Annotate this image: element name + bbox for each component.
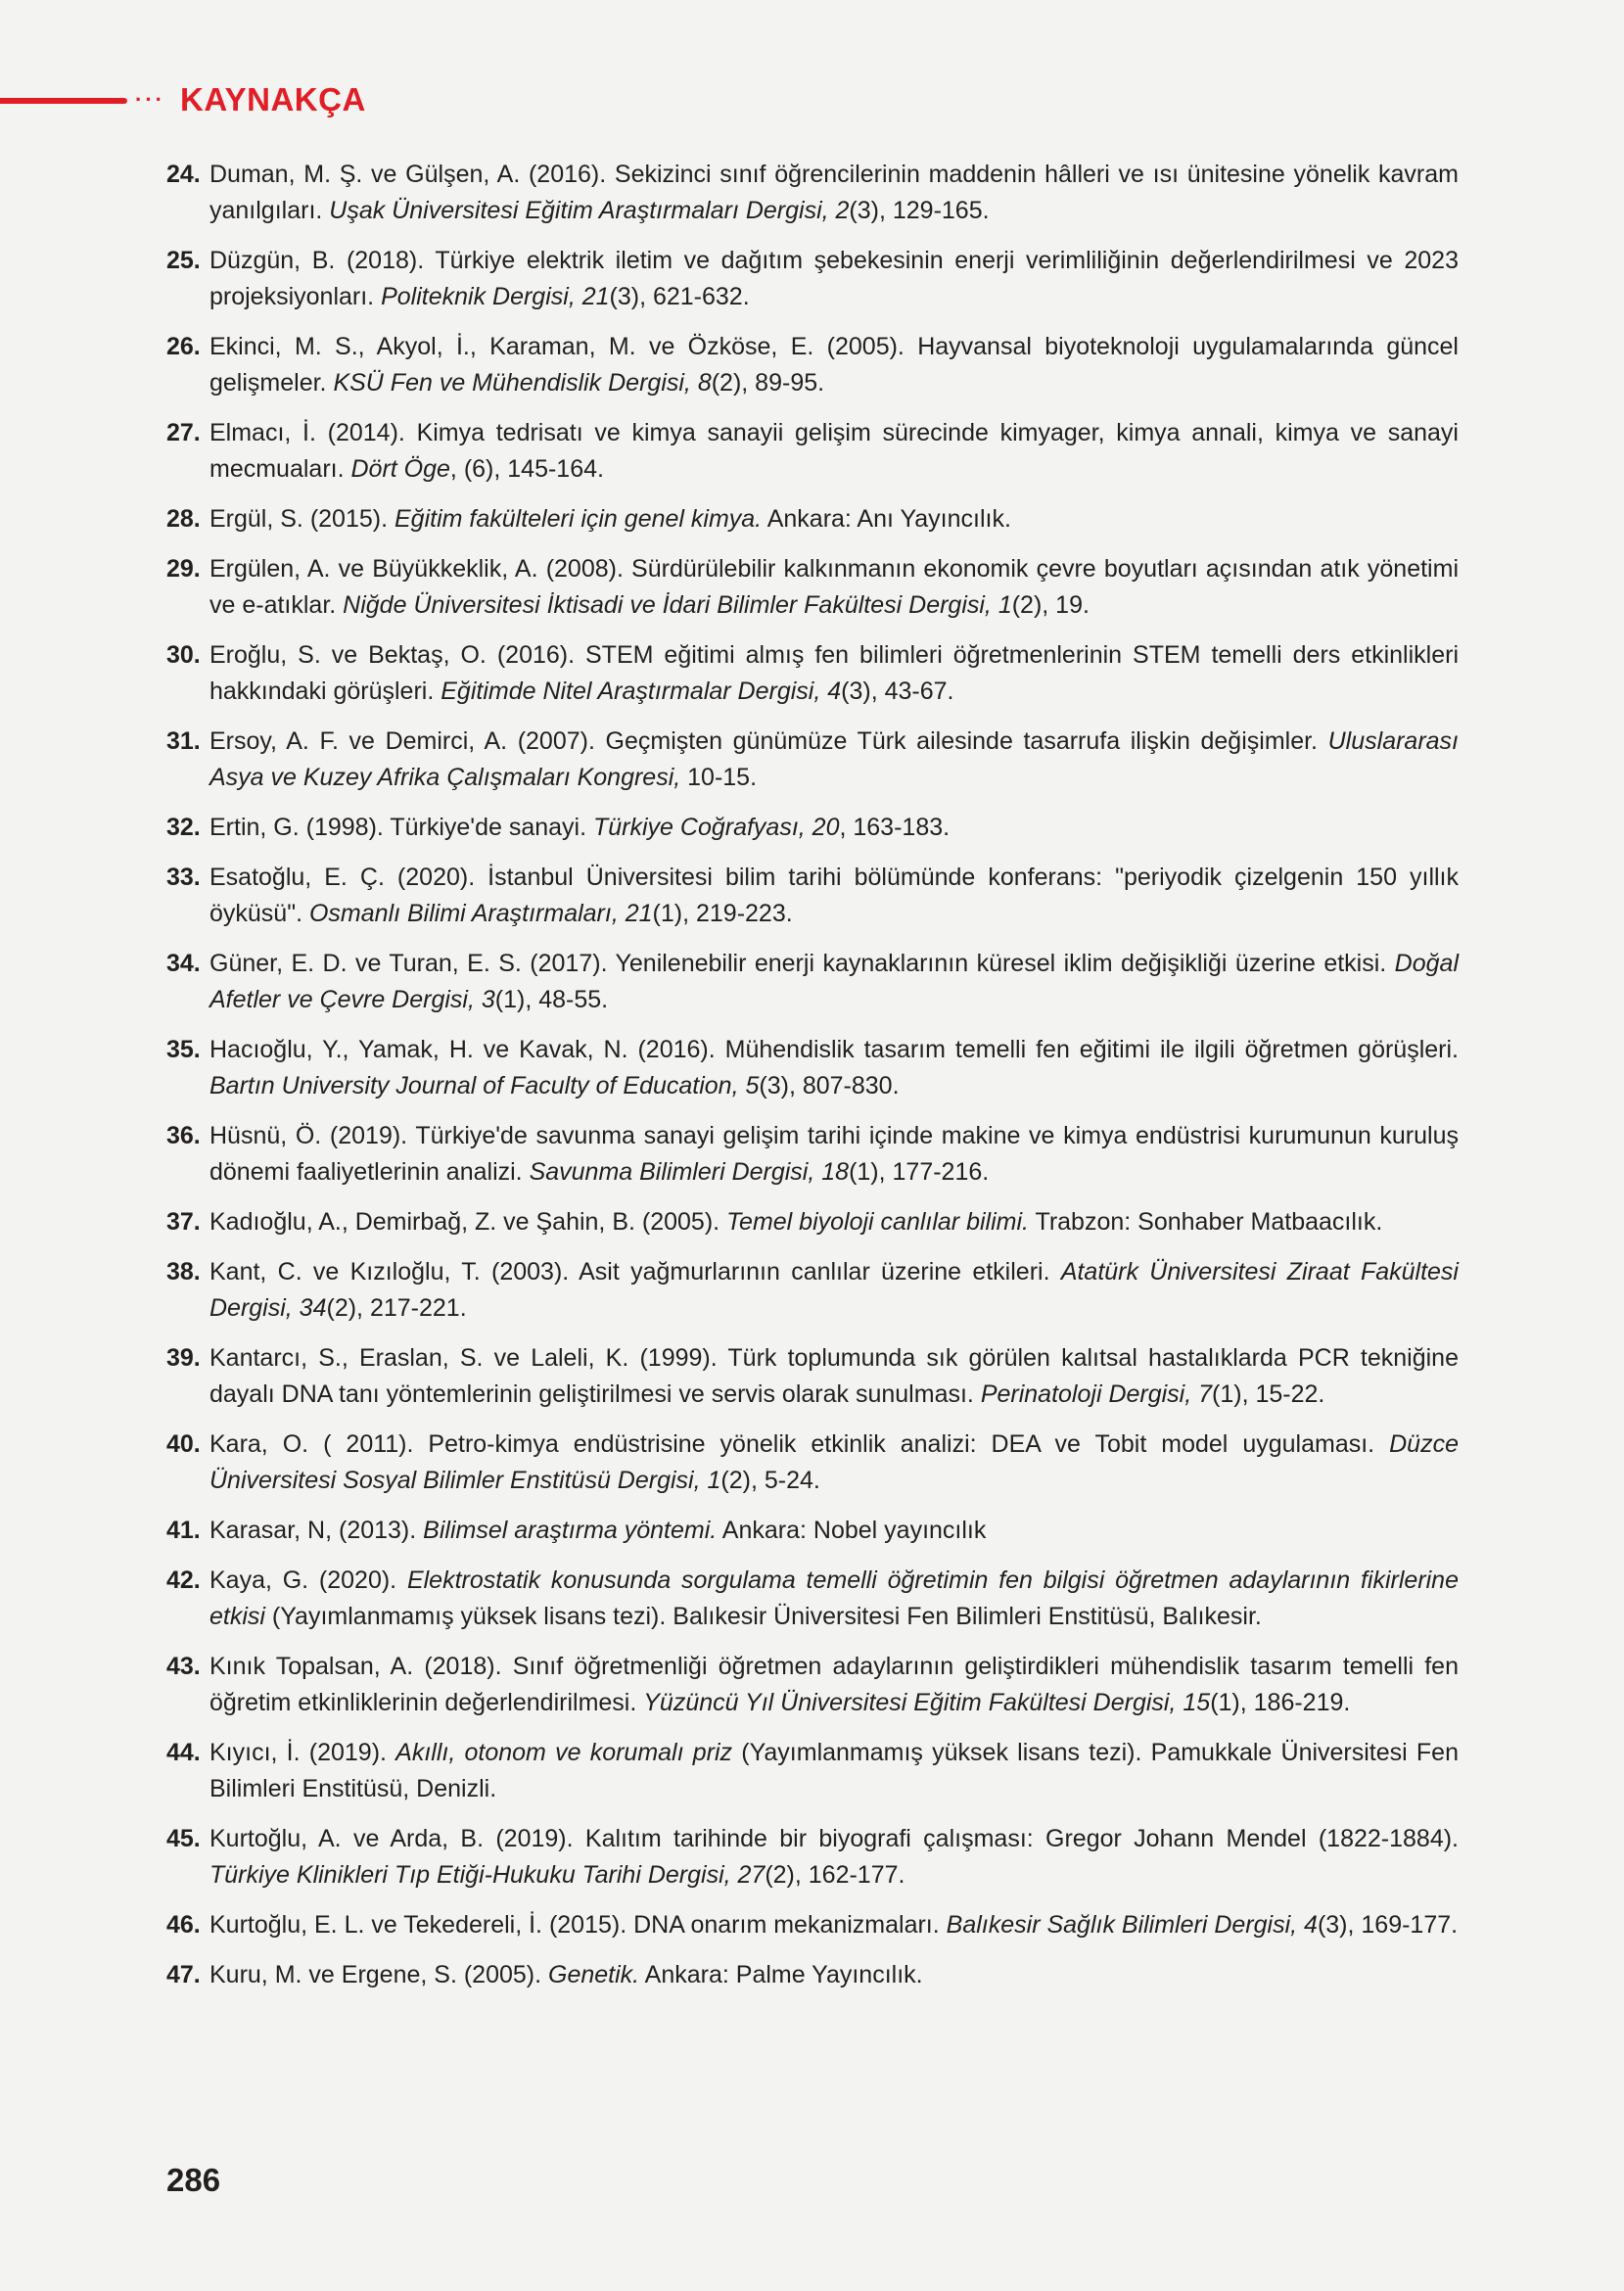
reference-text: Kantarcı, S., Eraslan, S. ve Laleli, K. (1999). Türk toplumunda sık görülen kalıtsal hastalıklarda PCR tekniğine dayalı DNA tanı yöntemlerinin geliştirilmesi ve servis olarak sunulması. <box>209 1344 1459 1408</box>
reference-item <box>166 551 1459 624</box>
reference-text: Karasar, N, (2013). <box>209 1517 424 1544</box>
reference-text: Güner, E. D. ve Turan, E. S. (2017). Yenilenebilir enerji kaynaklarının küresel iklim değişikliği üzerine etkisi. <box>209 950 1395 977</box>
reference-details: , (6), 145-164. <box>449 455 604 483</box>
reference-details: (2), 89-95. <box>711 369 825 397</box>
reference-source: Temel biyoloji canlılar bilimi. <box>726 1208 1029 1236</box>
section-title: KAYNAKÇA <box>180 81 366 117</box>
reference-text: Kurtoğlu, A. ve Arda, B. (2019). Kalıtım tarihinde bir biyografi çalışması: Gregor Johann Mendel (1822-1884). <box>209 1825 1459 1852</box>
reference-details: (2), 162-177. <box>765 1861 905 1889</box>
reference-item <box>166 1649 1459 1721</box>
reference-details: (3), 43-67. <box>841 678 954 705</box>
reference-source: Perinatoloji Dergisi, 7 <box>980 1380 1213 1408</box>
reference-item <box>166 1118 1459 1191</box>
reference-source: Politeknik Dergisi, 21 <box>381 283 610 310</box>
reference-text: Kant, C. ve Kızıloğlu, T. (2003). Asit yağmurlarının canlılar üzerine etkileri. <box>209 1258 1061 1286</box>
reference-number: 43. <box>166 1653 201 1680</box>
section-header <box>0 76 685 125</box>
reference-details: (3), 807-830. <box>759 1072 900 1099</box>
reference-number: 45. <box>166 1825 201 1852</box>
page-number: 286 <box>166 2162 221 2198</box>
reference-text: Ertin, G. (1998). Türkiye'de sanayi. <box>209 814 593 841</box>
reference-details: Ankara: Nobel yayıncılık <box>717 1517 987 1544</box>
reference-number: 47. <box>166 1961 201 1988</box>
reference-source: Eğitimde Nitel Araştırmalar Dergisi, 4 <box>441 678 842 705</box>
reference-source: Uşak Üniversitesi Eğitim Araştırmaları Dergisi, 2 <box>329 197 850 224</box>
reference-item <box>166 637 1459 710</box>
reference-number: 40. <box>166 1430 201 1458</box>
reference-source: Dört Öge <box>350 455 450 483</box>
reference-source: Osmanlı Bilimi Araştırmaları, 21 <box>308 900 653 927</box>
reference-source: Türkiye Klinikleri Tıp Etiği-Hukuku Tarihi Dergisi, 27 <box>209 1861 766 1889</box>
reference-number: 44. <box>166 1739 201 1766</box>
reference-number: 27. <box>166 419 201 446</box>
header-dots: ··· <box>135 87 165 112</box>
reference-details: (3), 129-165. <box>849 197 990 224</box>
reference-source: Bartın University Journal of Faculty of Education, 5 <box>209 1072 760 1099</box>
reference-source: Elektrostatik konusunda sorgulama temelli öğretimin fen bilgisi öğretmen adaylarının fikirlerine etkisi <box>209 1566 1459 1630</box>
reference-item <box>166 501 1459 538</box>
reference-text: Kurtoğlu, E. L. ve Tekedereli, İ. (2015). DNA onarım mekanizmaları. <box>209 1911 947 1939</box>
reference-item <box>166 1204 1459 1240</box>
reference-text: Ersoy, A. F. ve Demirci, A. (2007). Geçmişten günümüze Türk ailesinde tasarrufa ilişkin değişimler. <box>209 727 1328 755</box>
reference-source: Niğde Üniversitesi İktisadi ve İdari Bilimler Fakültesi Dergisi, 1 <box>343 591 1012 619</box>
reference-item <box>166 157 1459 229</box>
reference-text: Eroğlu, S. ve Bektaş, O. (2016). STEM eğitimi almış fen bilimleri öğretmenlerinin STEM temelli ders etkinlikleri hakkındaki görüşleri. <box>209 641 1459 705</box>
reference-details: Ankara: Palme Yayıncılık. <box>639 1961 923 1988</box>
reference-source: Türkiye Coğrafyası, 20 <box>592 814 840 841</box>
reference-source: Atatürk Üniversitesi Ziraat Fakültesi Dergisi, 34 <box>209 1258 1459 1322</box>
reference-item <box>166 724 1459 796</box>
reference-text: Esatoğlu, E. Ç. (2020). İstanbul Üniversitesi bilim tarihi bölümünde konferans: "periyodik çizelgenin 150 yıllık öyküsü". <box>209 864 1459 927</box>
reference-text: Kınık Topalsan, A. (2018). Sınıf öğretmenliği öğretmen adaylarının geliştirdikleri mühendislik tasarım temelli fen öğretim etkinliklerinin değerlendirilmesi. <box>209 1653 1459 1716</box>
reference-text: Kaya, G. (2020). <box>209 1566 407 1594</box>
reference-text: Ekinci, M. S., Akyol, İ., Karaman, M. ve Özköse, E. (2005). Hayvansal biyoteknoloji uygulamalarında güncel gelişmeler. <box>209 333 1459 397</box>
reference-number: 37. <box>166 1208 201 1236</box>
reference-number: 25. <box>166 247 201 274</box>
reference-details: Trabzon: Sonhaber Matbaacılık. <box>1028 1208 1383 1236</box>
reference-source: Yüzüncü Yıl Üniversitesi Eğitim Fakültesi Dergisi, 15 <box>643 1689 1211 1716</box>
reference-text: Ergül, S. (2015). <box>209 505 394 533</box>
reference-source: Balıkesir Sağlık Bilimleri Dergisi, 4 <box>946 1911 1318 1939</box>
reference-details: (2), 217-221. <box>326 1294 467 1322</box>
reference-item <box>166 946 1459 1018</box>
reference-number: 46. <box>166 1911 201 1939</box>
reference-item <box>166 1563 1459 1635</box>
reference-text: Ergülen, A. ve Büyükkeklik, A. (2008). Sürdürülebilir kalkınmanın ekonomik çevre boyutları açısından atık yönetimi ve e-atıklar. <box>209 555 1459 619</box>
reference-number: 33. <box>166 864 201 891</box>
reference-item <box>166 1735 1459 1807</box>
reference-number: 26. <box>166 333 201 360</box>
reference-details: (1), 186-219. <box>1210 1689 1351 1716</box>
reference-text: Hüsnü, Ö. (2019). Türkiye'de savunma sanayi gelişim tarihi içinde makine ve kimya endüstrisi kurumunun kuruluş dönemi faaliyetlerinin analizi. <box>209 1122 1459 1186</box>
reference-number: 35. <box>166 1036 201 1063</box>
reference-item <box>166 810 1459 846</box>
reference-number: 39. <box>166 1344 201 1372</box>
reference-number: 31. <box>166 727 201 755</box>
reference-list <box>166 157 1459 2007</box>
reference-number: 32. <box>166 814 201 841</box>
reference-details: , 163-183. <box>839 814 951 841</box>
reference-number: 38. <box>166 1258 201 1286</box>
reference-text: Kara, O. ( 2011). Petro-kimya endüstrisine yönelik etkinlik analizi: DEA ve Tobit model uygulaması. <box>209 1430 1390 1458</box>
reference-item <box>166 415 1459 488</box>
reference-source: Eğitim fakülteleri için genel kimya. <box>394 505 763 533</box>
reference-item <box>166 1426 1459 1499</box>
reference-source: Uluslararası Asya ve Kuzey Afrika Çalışmaları Kongresi, <box>209 727 1459 791</box>
reference-details: Ankara: Anı Yayıncılık. <box>762 505 1011 533</box>
reference-source: Düzce Üniversitesi Sosyal Bilimler Enstitüsü Dergisi, 1 <box>209 1430 1459 1494</box>
reference-details: (1), 48-55. <box>494 986 609 1013</box>
reference-text: Kıyıcı, İ. (2019). <box>209 1739 396 1766</box>
header-accent-bar <box>0 98 127 104</box>
reference-item <box>166 1340 1459 1413</box>
reference-text: Düzgün, B. (2018). Türkiye elektrik iletim ve dağıtım şebekesinin enerji verimliliğinin değerlendirilmesi ve 2023 projeksiyonları. <box>209 247 1459 310</box>
reference-details: (3), 621-632. <box>609 283 750 310</box>
reference-item <box>166 329 1459 401</box>
reference-source: Bilimsel araştırma yöntemi. <box>423 1517 718 1544</box>
reference-number: 41. <box>166 1517 201 1544</box>
reference-number: 36. <box>166 1122 201 1149</box>
reference-source: Doğal Afetler ve Çevre Dergisi, 3 <box>209 950 1459 1013</box>
reference-details: (2), 5-24. <box>720 1467 820 1494</box>
reference-item <box>166 1513 1459 1549</box>
reference-text: Hacıoğlu, Y., Yamak, H. ve Kavak, N. (2016). Mühendislik tasarım temelli fen eğitimi ile ilgili öğretmen görüşleri. <box>209 1036 1459 1063</box>
reference-item <box>166 1957 1459 1993</box>
reference-details: (1), 177-216. <box>849 1158 990 1186</box>
reference-text: Elmacı, İ. (2014). Kimya tedrisatı ve kimya sanayii gelişim sürecinde kimyager, kimya annali, kimya ve sanayi mecmuaları. <box>209 419 1459 483</box>
reference-source: Akıllı, otonom ve korumalı priz <box>395 1739 733 1766</box>
reference-number: 30. <box>166 641 201 669</box>
reference-number: 34. <box>166 950 201 977</box>
reference-details: (3), 169-177. <box>1317 1911 1459 1939</box>
reference-source: Savunma Bilimleri Dergisi, 18 <box>529 1158 850 1186</box>
reference-number: 42. <box>166 1566 201 1594</box>
reference-text: Duman, M. Ş. ve Gülşen, A. (2016). Sekizinci sınıf öğrencilerinin maddenin hâlleri ve ısı ünitesine yönelik kavram yanılgıları. <box>209 161 1459 224</box>
reference-details: (1), 219-223. <box>652 900 793 927</box>
reference-source: Genetik. <box>548 1961 640 1988</box>
reference-text: Kadıoğlu, A., Demirbağ, Z. ve Şahin, B. (2005). <box>209 1208 727 1236</box>
reference-item <box>166 1907 1459 1943</box>
reference-item <box>166 860 1459 932</box>
reference-item <box>166 1032 1459 1104</box>
reference-details: (Yayımlanmamış yüksek lisans tezi). Balıkesir Üniversitesi Fen Bilimleri Enstitüsü, Balıkesir. <box>264 1603 1262 1630</box>
reference-item <box>166 243 1459 315</box>
reference-source: KSÜ Fen ve Mühendislik Dergisi, 8 <box>333 369 712 397</box>
reference-details: (2), 19. <box>1011 591 1090 619</box>
reference-text: Kuru, M. ve Ergene, S. (2005). <box>209 1961 548 1988</box>
reference-item <box>166 1821 1459 1894</box>
reference-number: 29. <box>166 555 201 583</box>
reference-number: 24. <box>166 161 201 188</box>
reference-number: 28. <box>166 505 201 533</box>
reference-details: (1), 15-22. <box>1212 1380 1325 1408</box>
reference-details: (Yayımlanmamış yüksek lisans tezi). Pamukkale Üniversitesi Fen Bilimleri Enstitüsü, Denizli. <box>209 1739 1459 1802</box>
reference-details: 10-15. <box>680 764 758 791</box>
reference-item <box>166 1254 1459 1327</box>
